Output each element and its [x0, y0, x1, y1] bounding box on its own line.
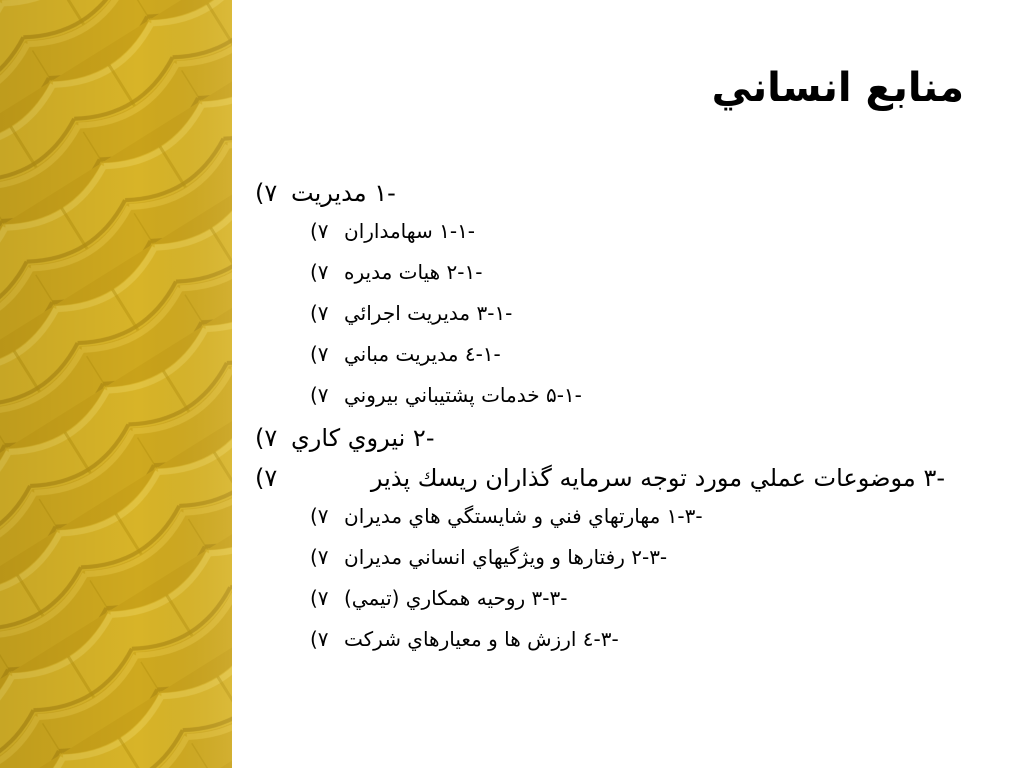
list-item-text: ٤-۱- مديريت مباني [344, 342, 501, 366]
list-item-text: ۱-۱- سهامداران [344, 219, 476, 243]
bullet-marker: (۷ [310, 301, 329, 325]
list-item-text: ۲-۱- هيات مديره [344, 260, 483, 284]
bullet-marker: (۷ [310, 383, 329, 407]
list-item [255, 503, 945, 529]
list-item [255, 218, 945, 244]
list-item [255, 341, 945, 367]
list-item-text: ۳-۱- مديريت اجرائي [344, 301, 513, 325]
roof-tile-pattern [0, 0, 232, 768]
bullet-marker: (۷ [310, 342, 329, 366]
bullet-list [255, 178, 945, 667]
list-item-text: ۳- موضوعات عملي مورد توجه سرمايه گذاران ريسك پذير [370, 464, 945, 492]
decorative-tile-panel [0, 0, 232, 768]
bullet-marker: (۷ [255, 464, 278, 492]
bullet-marker: (۷ [310, 219, 329, 243]
bullet-marker: (۷ [310, 504, 329, 528]
bullet-marker: (۷ [310, 586, 329, 610]
bullet-marker: (۷ [310, 627, 329, 651]
list-item-text: ۲-۳- رفتارها و ويژگيهاي انساني مديران [344, 545, 668, 569]
slide-title: منابع انساني [711, 65, 964, 111]
bullet-marker: (۷ [310, 260, 329, 284]
list-item [255, 259, 945, 285]
bullet-marker: (۷ [255, 179, 278, 207]
list-item [255, 300, 945, 326]
list-item [255, 178, 945, 208]
bullet-marker: (۷ [255, 424, 278, 452]
list-item [255, 585, 945, 611]
list-item-text: ٤-۳- ارزش ها و معيارهاي شركت [344, 627, 619, 651]
bullet-marker: (۷ [310, 545, 329, 569]
list-item-text: ۲- نيروي كاري [291, 424, 435, 452]
list-item [255, 626, 945, 652]
list-item-text: ۵-۱- خدمات پشتيباني بيروني [344, 383, 582, 407]
list-item [255, 423, 945, 453]
list-item-text: ۱-۳- مهارتهاي فني و شايستگي هاي مديران [344, 504, 703, 528]
list-item [255, 463, 945, 493]
list-item-text: ۱- مديريت [291, 179, 396, 207]
list-item-text: ۳-۳- روحيه همكاري (تيمي) [344, 586, 568, 610]
list-item [255, 544, 945, 570]
list-item [255, 382, 945, 408]
